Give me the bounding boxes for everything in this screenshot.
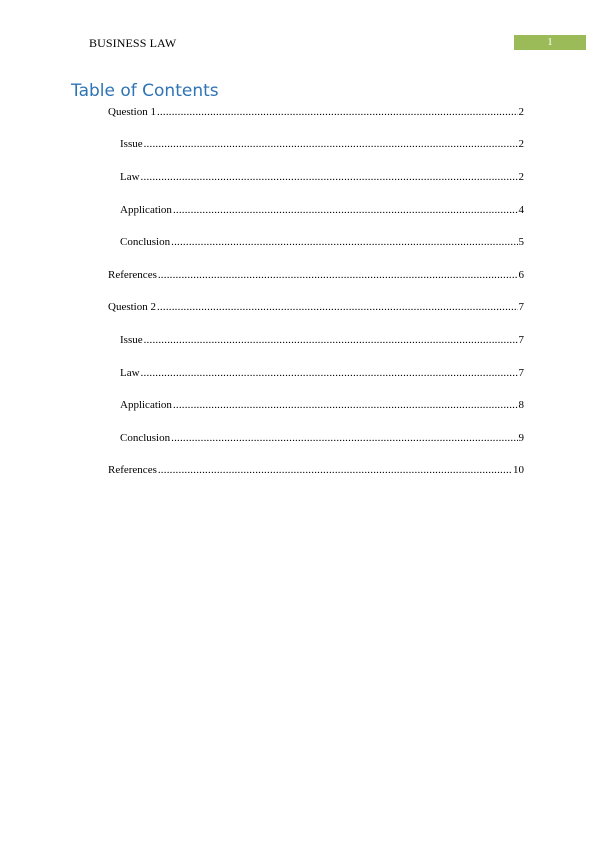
page-number: 1	[547, 36, 553, 48]
toc-dot-leader	[141, 170, 518, 184]
toc-dot-leader	[173, 398, 518, 412]
toc-entry-conclusion-1[interactable]	[120, 235, 524, 249]
toc-entry-application-2[interactable]	[120, 398, 524, 412]
toc-entry-label: Issue	[120, 138, 143, 150]
toc-entry-label: Conclusion	[120, 432, 171, 444]
toc-entry-page: 8	[518, 399, 524, 411]
page-number-badge	[514, 35, 586, 50]
toc-entry-label: Conclusion	[120, 236, 171, 248]
toc-entry-application-1[interactable]	[120, 203, 524, 217]
toc-entry-question-2[interactable]	[108, 300, 524, 314]
toc-heading: Table of Contents	[71, 81, 219, 101]
toc-entry-page: 9	[518, 432, 524, 444]
toc-entry-question-1[interactable]	[108, 105, 524, 119]
toc-entry-label: Question 1	[108, 106, 156, 118]
toc-entry-issue-2[interactable]	[120, 333, 524, 347]
toc-entry-references-2[interactable]	[108, 463, 524, 477]
toc-dot-leader	[171, 235, 517, 249]
toc-entry-page: 7	[518, 334, 524, 346]
toc-entry-label: References	[108, 269, 157, 281]
toc-entry-label: Application	[120, 399, 172, 411]
toc-entry-label: Law	[120, 367, 140, 379]
toc-entry-label: Question 2	[108, 301, 156, 313]
toc-entry-label: Application	[120, 204, 172, 216]
toc-entry-page: 2	[518, 138, 524, 150]
toc-entry-law-1[interactable]	[120, 170, 524, 184]
toc-dot-leader	[157, 105, 518, 119]
toc-dot-leader	[157, 300, 518, 314]
toc-entry-page: 2	[518, 171, 524, 183]
toc-entry-page: 7	[518, 367, 524, 379]
toc-entry-page: 10	[513, 464, 524, 476]
toc-entry-references-1[interactable]	[108, 268, 524, 282]
toc-entry-label: Issue	[120, 334, 143, 346]
toc-dot-leader	[141, 366, 518, 380]
toc-dot-leader	[158, 463, 512, 477]
toc-entry-page: 6	[518, 269, 524, 281]
toc-entry-label: Law	[120, 171, 140, 183]
toc-entry-page: 4	[518, 204, 524, 216]
toc-dot-leader	[171, 431, 517, 445]
toc-dot-leader	[144, 333, 518, 347]
toc-entry-label: References	[108, 464, 157, 476]
toc-entry-page: 5	[518, 236, 524, 248]
toc-entry-conclusion-2[interactable]	[120, 431, 524, 445]
toc-dot-leader	[158, 268, 518, 282]
toc-entry-law-2[interactable]	[120, 366, 524, 380]
toc-entry-page: 7	[518, 301, 524, 313]
toc-entry-page: 2	[518, 106, 524, 118]
toc-dot-leader	[173, 203, 518, 217]
toc-entry-issue-1[interactable]	[120, 137, 524, 151]
toc-dot-leader	[144, 137, 518, 151]
header-title: BUSINESS LAW	[89, 36, 177, 50]
